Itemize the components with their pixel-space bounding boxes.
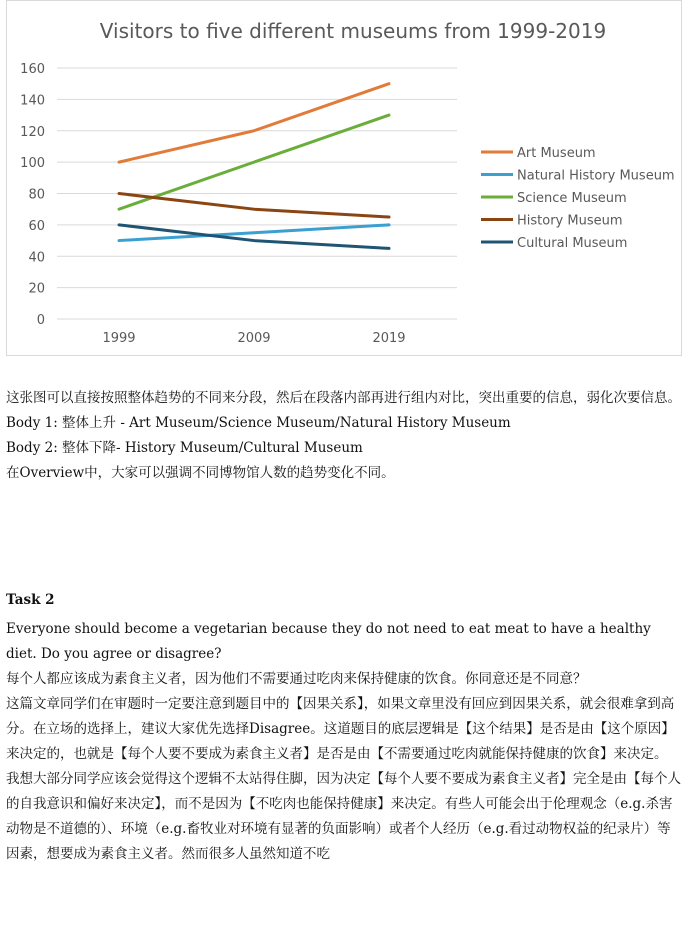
- x-axis-ticks: [102, 331, 405, 346]
- legend-item: [481, 169, 675, 184]
- legend: [481, 146, 675, 251]
- analysis-paragraph-1: 这篇文章同学们在审题时一定要注意到题目中的【因果关系】，如果文章里没有回应到因果关系，就会很难拿到高分。在立场的选择上，建议大家优先选择Disagree。这道题目的底层逻辑是【这个结果】是否是由【这个原因】来决定的，也就是【每个人要不要成为素食主义者】是否是由【不需要通过吃肉就能保持健康的饮食】来决定。: [6, 696, 675, 762]
- x-tick-label: 1999: [102, 331, 136, 346]
- y-tick-label: 0: [36, 313, 45, 328]
- analysis-paragraph-2: 我想大部分同学应该会觉得这个逻辑不太站得住脚，因为决定【每个人要不要成为素食主义者】完全是由【每个人的自我意识和偏好来决定】，而不是因为【不吃肉也能保持健康】来决定。有些人可能会出于伦理观念（e.g.杀害动物是不道德的）、环境（e.g.畜牧业对环境有显著的负面影响）或者个人经历（e.g.看过动物权益的纪录片）等因素，想要成为素食主义者。然而很多人虽然知道不吃: [6, 771, 681, 862]
- question-english: Everyone should become a vegetarian because they do not need to eat meat to have a healthy diet. Do you agree or disagree?: [6, 621, 651, 662]
- y-axis-ticks: [20, 62, 45, 328]
- y-tick-label: 120: [20, 124, 45, 140]
- legend-item: [481, 214, 623, 229]
- series-line-art-museum: [119, 84, 389, 162]
- series-lines: [119, 84, 389, 249]
- legend-item: [481, 191, 627, 206]
- y-tick-label: 60: [28, 218, 45, 234]
- legend-label: Science Museum: [517, 191, 627, 206]
- series-line-natural-history-museum: [119, 225, 389, 241]
- series-line-history-museum: [119, 194, 389, 218]
- legend-label: Cultural Museum: [517, 236, 628, 251]
- y-tick-label: 160: [20, 62, 45, 77]
- legend-item: [481, 146, 596, 161]
- y-tick-label: 20: [28, 281, 45, 297]
- legend-label: Natural History Museum: [517, 168, 675, 184]
- line-chart: [6, 0, 682, 356]
- y-tick-label: 80: [28, 187, 45, 203]
- body2-line: Body 2: 整体下降- History Museum/Cultural Museum: [6, 440, 363, 456]
- body1-line: Body 1: 整体上升 - Art Museum/Science Museum/Natural History Museum: [6, 415, 511, 431]
- legend-label: History Museum: [517, 213, 623, 229]
- gridlines: [57, 68, 457, 319]
- chart-title: Visitors to five different museums from 1999-2019: [99, 19, 607, 43]
- task-heading: Task 2: [6, 592, 55, 608]
- y-tick-label: 40: [28, 250, 45, 266]
- legend-label: Art Museum: [517, 146, 596, 161]
- article: [6, 386, 682, 486]
- task2-section: [6, 588, 682, 867]
- intro-paragraph: 这张图可以直接按照整体趋势的不同来分段，然后在段落内部再进行组内对比，突出重要的信息，弱化次要信息。: [6, 390, 681, 406]
- y-tick-label: 140: [20, 93, 45, 109]
- chart-canvas: [7, 1, 683, 357]
- overview-line: 在Overview中，大家可以强调不同博物馆人数的趋势变化不同。: [6, 465, 395, 481]
- x-tick-label: 2009: [237, 331, 271, 346]
- x-tick-label: 2019: [372, 331, 406, 346]
- y-tick-label: 100: [20, 156, 45, 172]
- question-chinese: 每个人都应该成为素食主义者，因为他们不需要通过吃肉来保持健康的饮食。你同意还是不同意？: [6, 671, 587, 687]
- legend-item: [481, 236, 627, 251]
